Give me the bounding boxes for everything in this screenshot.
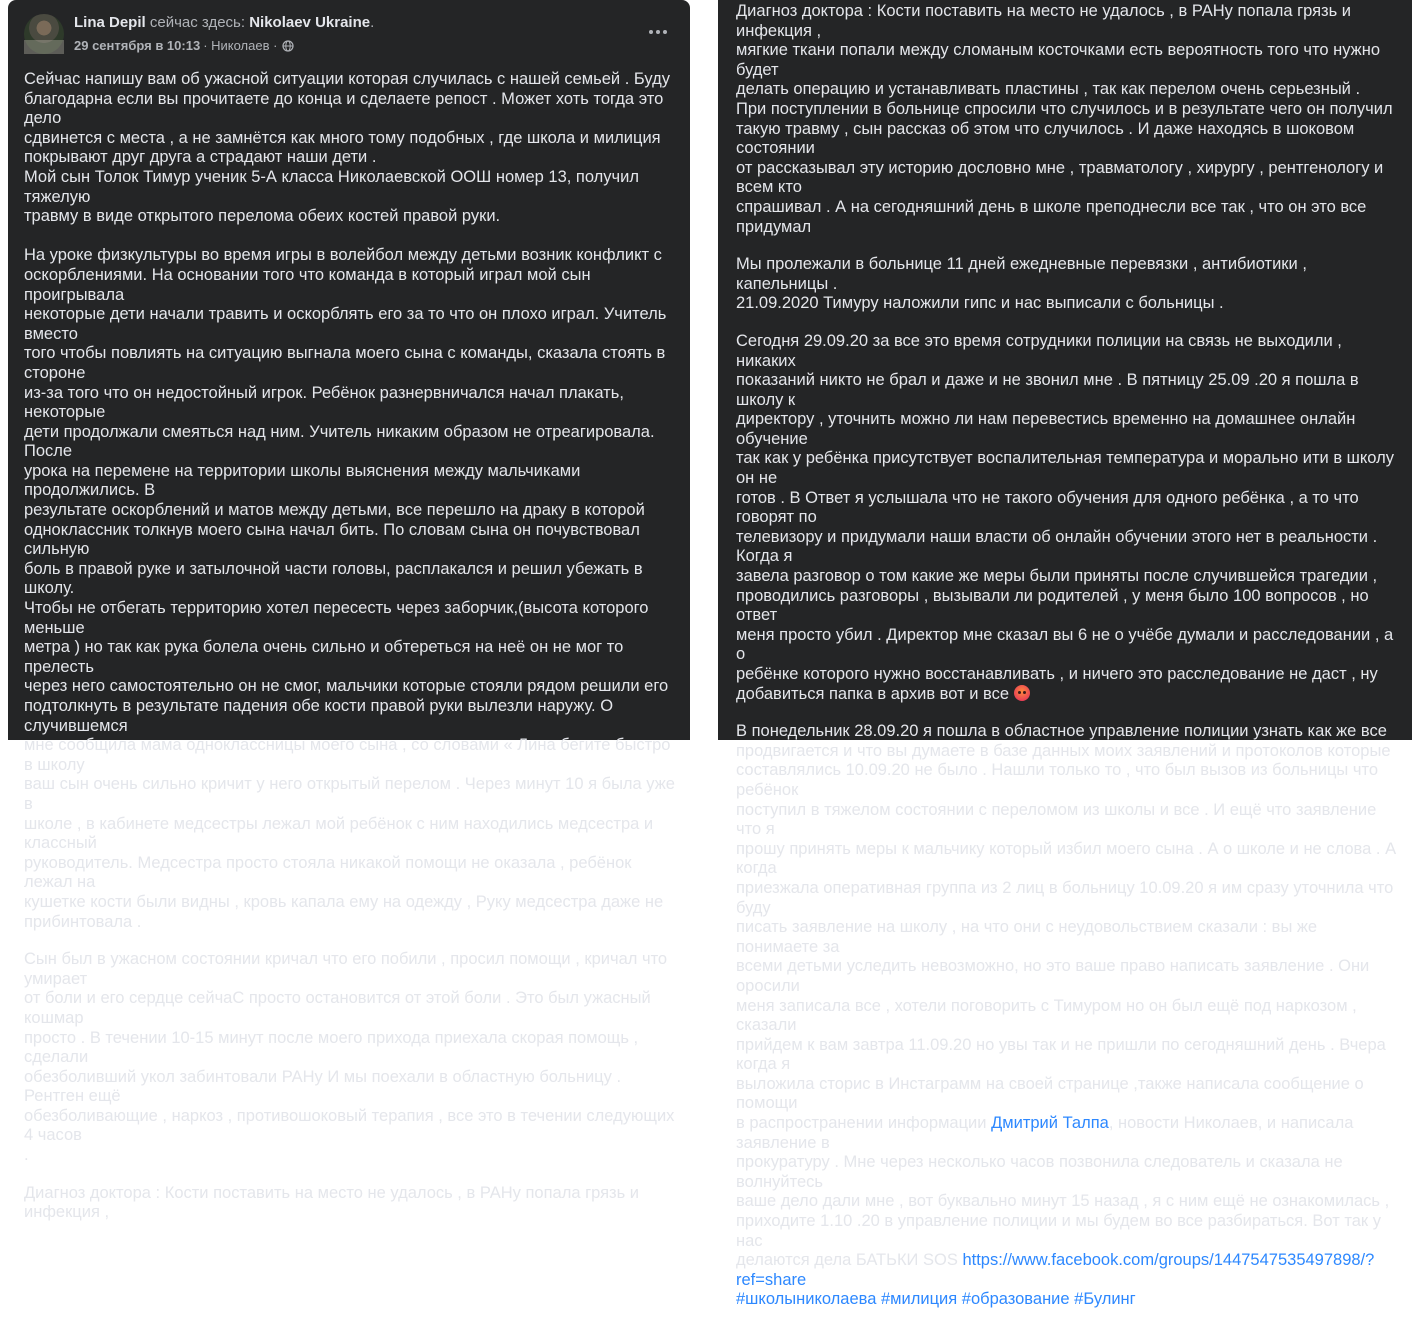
post-paragraph [736, 332, 1402, 704]
hashtag-link[interactable]: #Булинг [1074, 1290, 1136, 1309]
post-paragraph: На уроке физкультуры во время игры в волейбол между детьми возник конфликт с оскорблениями. На основании того что команда в который играл мой сын проигрывала некоторые дети начали травить и оскорблять его за то что он плохо играл. Учитель вместо того чтобы повлиять на ситуацию выгнала моего сына с команды, сказала стоять в стороне из-за того что он недостойный игрок. Ребёнок разнервничался начал плакать, некоторые дети продолжали смеяться над ним. Учитель никаким образом не отреагировала. После урока на перемене на территории школы выяснения между мальчиками продолжились. В результате оскорблений и матов между детьми, все перешло на драку в которой одноклассник толкнув моего сына начал бить. По словам сына он почувствовал сильную боль в правой руке и затылочной части головы, расплакался и решил убежать в школу. Чтобы не отбегать территорию хотел пересесть через заборчик,(высота которого меньше метра ) но так как рука болела очень сильно и обтереться на неё он не мог то прелесть через него самостоятельно он не смог, мальчики которые стояли рядом решили его подтолкнуть в результате падения обе кости правой руки вылезли наружу. О случившемся мне сообщила мама одноклассницы моего сына , со словами « Лина бегите быстро в школу ваш сын очень сильно кричит у него открытый перелом . Через минут 10 я была уже в школе , в кабинете медсестры лежал мой ребёнок с ним находились медсестра и классный руководитель. Медсестра просто стояла никакой помощи не оказала , ребёнок лежал на кушетке кости были видны , кровь капала ему на одежду , Руку медсестра даже не прибинтовала . [24, 246, 675, 931]
hashtag-link[interactable]: #милиция [881, 1290, 958, 1309]
post-meta [74, 38, 294, 53]
post-date[interactable]: 29 сентября в 10:13 [74, 38, 201, 53]
dot-icon [656, 30, 660, 34]
post-paragraph: Диагноз доктора : Кости поставить на место не удалось , в РАНу попала грязь и инфекция , [24, 1183, 639, 1222]
post-text-left [24, 70, 678, 1241]
post-paragraph [736, 722, 1402, 1310]
angry-face-icon [1014, 685, 1030, 701]
post-card-right [718, 0, 1412, 1309]
mention-link[interactable]: Дмитрий Талпа [991, 1114, 1109, 1133]
dot-icon [663, 30, 667, 34]
author-name[interactable]: Lina Depil [74, 14, 146, 31]
post-paragraph: Сын был в ужасном состоянии кричал что его побили , просил помощи , кричал что умирает от боли и его сердце сейчаС просто остановится от этой боли . Это был ужасный кошмар просто . В течении 10-15 минут после моего прихода приехала скорая помощь , сделали обезболивший укол забинтовали РАНу И мы поехали в областную больницу . Рентген ещё обезболивающие , наркоз , противошоковый терапия , все это в течении следующих 4 часов . [24, 950, 675, 1165]
group-url-link[interactable]: https://www.facebook.com/groups/1447547535497898/?ref=share [736, 1251, 1375, 1289]
hashtag-link[interactable]: #образование [961, 1290, 1070, 1309]
avatar[interactable] [24, 14, 64, 54]
globe-icon[interactable] [282, 40, 294, 52]
post-paragraph: Диагноз доктора : Кости поставить на место не удалось , в РАНу попала грязь и инфекция , мягкие ткани попали между сломаным косточками есть вероятность того что нужно будет делать операцию и устанавливать пластины , так как перелом очень серьезный . При поступлении в больнице спросили что случилось и в результате чего он получил такую травму , сын рассказ об этом что случилось . И даже находясь в шоковом состоянии от рассказывал эту историю дословно мне , травматологу , хирургу , рентгенологу и всем кто спрашивал . А на сегодняшний день в школе преподнесли все так , что он это все придумал [736, 2, 1393, 236]
dot-icon [649, 30, 653, 34]
post-header [24, 12, 674, 66]
post-text-right [736, 2, 1402, 1328]
paragraph-text: Сегодня 29.09.20 за все это время сотрудники полиции на связь не выходили , никаких показаний никто не брал и даже и не звонил мне . В пятницу 25.09 .20 я пошла в школу к директору , уточнить можно ли нам перевестись временно на домашнее онлайн обучение так как у ребёнка присутствует воспалительная температура и морально ити в школу он не готов . В Ответ я услышала что не такого обучения для одного ребёнка , а то что говорят по телевизору и придумали наши власти об онлайн обучении этого нет в реальности . Когда я завела разговор о том какие же меры были приняты после случившейся трагедии , проводились разговоры , вызывали ли родителей , у меня было 100 вопросов , но ответ меня просто убил . Директор мне сказал вы 6 не о учёбе думали и расследовании , а о ребёнке которого нужно восстанавливать , и ничего это расследование не даст , ну добавиться папка в архив вот и все [736, 331, 1395, 703]
location-suffix: · Николаев · [203, 38, 278, 53]
status-text: сейчас здесь: [145, 14, 250, 31]
author-line [74, 14, 374, 31]
status-end: . [370, 14, 375, 31]
post-paragraph: Сейчас напишу вам об ужасной ситуации которая случилась с нашей семьей . Буду благодарна если вы прочитаете до конца и сделаете репост . Может хоть тогда это дело сдвинется с места , а не замнётся как много тому подобных , где школа и милиция покрывают друг друга а страдают наши дети . Мой сын Толок Тимур ученик 5-А класса Николаевской ООШ номер 13, получил тяжелую травму в виде открытого перелома обеих костей правой руки. [24, 70, 670, 226]
hashtag-link[interactable]: #школыниколаева [736, 1290, 877, 1309]
more-options-button[interactable] [646, 24, 670, 40]
paragraph-text: В понедельник 28.09.20 я пошла в областное управление полиции узнать как же все продвигается и что вы думаете в базе данных моих заявлений и протоколов которые составлялись 10.09.20 не было . Нашли только то , что был вызов из больницы что ребёнок поступил в тяжелом состоянии с переломом из школы и все . И ещё что заявление что я прошу принять меры к мальчику который избил моего сына . А о школе и не слова . А когда приезжала оперативная группа из 2 лиц в больницу 10.09.20 я им сразу уточнила что буду писать заявление на школу , на что они с неудовольствием сказали : вы же понимаете за всеми детьми уследить невозможно, но это ваше право написать заявление . Они оросили меня записала все , хотели поговорить с Тимуром но он был ещё под наркозом , сказали прийдем к вам завтра 11.09.20 но увы так и не пришли по сегодняшний день . Вчера когда я выложила сторис в Инстаграмм на своей странице ,также написала сообщение о помощи в распространении информации [736, 722, 1397, 1133]
post-paragraph: Мы пролежали в больнице 11 дней ежедневные перевязки , антибиотики , капельницы . 21.09.2020 Тимуру наложили гипс и нас выписали с больницы . [736, 255, 1307, 313]
paragraph-text: , новости Николаев, и написала заявление в прокуратуру . Мне через несколько часов позвонила следователь и сказала не волнуйтесь ваше дело дали мне , вот буквально минут 15 назад , я с ним ещё не ознакомилась , приходите 1.10 .20 в управление полиции и мы будем во все разбираться. Вот так у нас делаются дела БАТЬКИ SOS [736, 1114, 1390, 1270]
place-link[interactable]: Nikolaev Ukraine [249, 14, 371, 31]
post-card-left [8, 0, 690, 1222]
